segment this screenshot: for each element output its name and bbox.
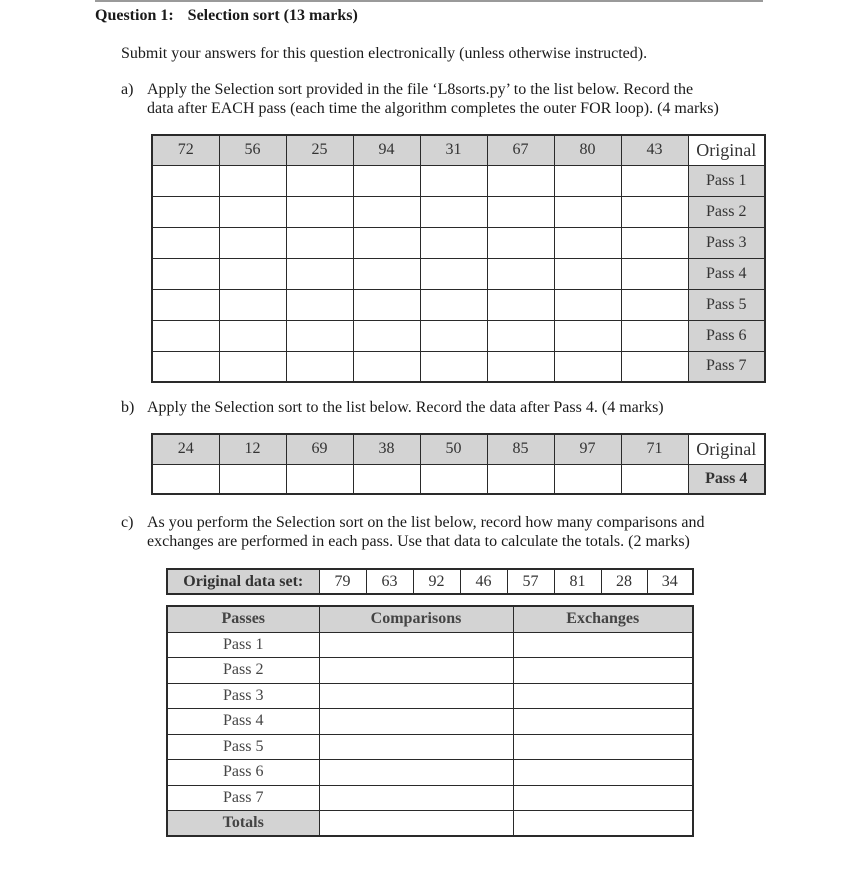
answer-cell[interactable] — [420, 464, 487, 494]
dataset-value: 79 — [319, 569, 366, 594]
answer-cell[interactable] — [554, 289, 621, 320]
part-a-table — [151, 134, 766, 383]
exchanges-cell[interactable] — [513, 632, 693, 657]
exchanges-cell[interactable] — [513, 708, 693, 734]
pass-row — [167, 632, 693, 657]
answer-cell[interactable] — [353, 351, 420, 382]
part-b-row-label: Pass 4 — [688, 464, 765, 494]
part-b-value-cell: 38 — [353, 434, 420, 464]
part-a-row-label: Pass 6 — [688, 320, 765, 351]
answer-cell[interactable] — [286, 165, 353, 196]
pass-row — [167, 785, 693, 810]
comparisons-cell[interactable] — [319, 734, 513, 759]
answer-cell[interactable] — [353, 289, 420, 320]
pass-row — [167, 734, 693, 759]
pass-label: Pass 5 — [167, 734, 319, 759]
answer-cell[interactable] — [152, 165, 219, 196]
part-b-value-cell: 97 — [554, 434, 621, 464]
answer-cell[interactable] — [554, 196, 621, 227]
answer-cell[interactable] — [353, 464, 420, 494]
answer-cell[interactable] — [152, 351, 219, 382]
pass-row — [167, 683, 693, 708]
part-b-table — [151, 433, 766, 495]
answer-cell[interactable] — [621, 165, 688, 196]
exchanges-cell[interactable] — [513, 657, 693, 683]
answer-cell[interactable] — [219, 320, 286, 351]
part-a-value-cell: 80 — [554, 135, 621, 165]
pass-label: Pass 7 — [167, 785, 319, 810]
answer-cell[interactable] — [420, 165, 487, 196]
comparisons-cell[interactable] — [319, 683, 513, 708]
part-a-row-pass-7 — [152, 351, 765, 382]
intro-text: Submit your answers for this question electronically (unless otherwise instructed). — [121, 45, 648, 62]
dataset-value: 28 — [601, 569, 647, 594]
part-b-row-label: Original — [688, 434, 765, 464]
dataset-value: 63 — [366, 569, 413, 594]
question-title: Selection sort (13 marks) — [187, 7, 358, 24]
part-a-row-pass-4 — [152, 258, 765, 289]
answer-cell[interactable] — [286, 227, 353, 258]
part-c-line-1: As you perform the Selection sort on the list below, record how many comparisons and — [147, 514, 705, 531]
part-a-value-cell: 56 — [219, 135, 286, 165]
part-a-value-cell: 72 — [152, 135, 219, 165]
dataset-value: 46 — [460, 569, 507, 594]
answer-cell[interactable] — [219, 464, 286, 494]
answer-cell[interactable] — [487, 196, 554, 227]
answer-cell[interactable] — [353, 320, 420, 351]
part-b-value-cell: 24 — [152, 434, 219, 464]
exchanges-cell[interactable] — [513, 683, 693, 708]
answer-cell[interactable] — [152, 464, 219, 494]
comparisons-exchanges-table — [166, 605, 694, 837]
exchanges-total-cell[interactable] — [513, 810, 693, 836]
part-a-row-pass-5 — [152, 289, 765, 320]
part-a-row-pass-3 — [152, 227, 765, 258]
answer-cell[interactable] — [621, 258, 688, 289]
part-a-row-label: Pass 7 — [688, 351, 765, 382]
part-a-row-label: Original — [688, 135, 765, 165]
dataset-value: 57 — [507, 569, 554, 594]
answer-cell[interactable] — [219, 289, 286, 320]
comparisons-total-cell[interactable] — [319, 810, 513, 836]
part-a-value-cell: 94 — [353, 135, 420, 165]
header-row — [167, 606, 693, 632]
exchanges-cell[interactable] — [513, 785, 693, 810]
comparisons-cell[interactable] — [319, 708, 513, 734]
answer-cell[interactable] — [487, 165, 554, 196]
answer-cell[interactable] — [219, 227, 286, 258]
answer-cell[interactable] — [487, 258, 554, 289]
part-a-row-pass-6 — [152, 320, 765, 351]
answer-cell[interactable] — [152, 320, 219, 351]
part-a-row-label: Pass 3 — [688, 227, 765, 258]
part-c-marker: c) — [121, 514, 134, 531]
answer-cell[interactable] — [286, 351, 353, 382]
answer-cell[interactable] — [487, 351, 554, 382]
pass-label: Pass 2 — [167, 657, 319, 683]
part-c-line-2: exchanges are performed in each pass. Use that data to calculate the totals. (2 marks) — [147, 533, 690, 550]
answer-cell[interactable] — [152, 196, 219, 227]
answer-cell[interactable] — [219, 258, 286, 289]
answer-cell[interactable] — [554, 320, 621, 351]
totals-label: Totals — [167, 810, 319, 836]
comparisons-cell[interactable] — [319, 632, 513, 657]
exchanges-cell[interactable] — [513, 759, 693, 785]
part-a-value-cell: 43 — [621, 135, 688, 165]
answer-cell[interactable] — [487, 320, 554, 351]
pass-label: Pass 3 — [167, 683, 319, 708]
part-b-line-1: Apply the Selection sort to the list below. Record the data after Pass 4. (4 marks) — [147, 399, 664, 416]
pass-row — [167, 759, 693, 785]
part-b-value-cell: 50 — [420, 434, 487, 464]
question-heading — [95, 7, 358, 25]
part-a-row-label: Pass 4 — [688, 258, 765, 289]
exchanges-header: Exchanges — [513, 606, 693, 632]
part-a-row-pass-2 — [152, 196, 765, 227]
part-a-line-1: Apply the Selection sort provided in the file ‘L8sorts.py’ to the list below. Record the — [147, 81, 694, 98]
answer-cell[interactable] — [554, 227, 621, 258]
answer-cell[interactable] — [621, 464, 688, 494]
answer-cell[interactable] — [353, 227, 420, 258]
answer-cell[interactable] — [554, 165, 621, 196]
answer-cell[interactable] — [286, 196, 353, 227]
part-a-row-label: Pass 5 — [688, 289, 765, 320]
answer-cell[interactable] — [554, 258, 621, 289]
part-a-line-2: data after EACH pass (each time the algorithm completes the outer FOR loop). (4 marks) — [147, 100, 719, 117]
comparisons-header: Comparisons — [319, 606, 513, 632]
answer-cell[interactable] — [420, 289, 487, 320]
answer-cell[interactable] — [420, 320, 487, 351]
original-data-set-label: Original data set: — [167, 569, 319, 594]
dataset-value: 34 — [647, 569, 693, 594]
answer-cell[interactable] — [152, 289, 219, 320]
answer-cell[interactable] — [286, 320, 353, 351]
answer-cell[interactable] — [286, 258, 353, 289]
part-a-value-cell: 25 — [286, 135, 353, 165]
part-a-row-pass-1 — [152, 165, 765, 196]
comparisons-cell[interactable] — [319, 759, 513, 785]
part-b-value-cell: 85 — [487, 434, 554, 464]
answer-cell[interactable] — [219, 165, 286, 196]
answer-cell[interactable] — [152, 258, 219, 289]
comparisons-cell[interactable] — [319, 657, 513, 683]
answer-cell[interactable] — [487, 289, 554, 320]
answer-cell[interactable] — [286, 464, 353, 494]
part-a-row-label: Pass 1 — [688, 165, 765, 196]
answer-cell[interactable] — [621, 289, 688, 320]
pass-row — [167, 657, 693, 683]
answer-cell[interactable] — [353, 165, 420, 196]
answer-cell[interactable] — [621, 227, 688, 258]
answer-cell[interactable] — [420, 227, 487, 258]
answer-cell[interactable] — [286, 289, 353, 320]
passes-header: Passes — [167, 606, 319, 632]
part-b-marker: b) — [121, 399, 135, 416]
top-rule — [95, 0, 763, 2]
answer-cell[interactable] — [152, 227, 219, 258]
question-number: Question 1: — [95, 7, 174, 24]
part-b-value-cell: 71 — [621, 434, 688, 464]
totals-row — [167, 810, 693, 836]
answer-cell[interactable] — [554, 464, 621, 494]
pass-label: Pass 4 — [167, 708, 319, 734]
answer-cell[interactable] — [621, 351, 688, 382]
original-data-set-table — [166, 568, 694, 595]
answer-cell[interactable] — [353, 196, 420, 227]
pass-row — [167, 708, 693, 734]
part-a-marker: a) — [121, 81, 134, 98]
answer-cell[interactable] — [353, 258, 420, 289]
answer-cell[interactable] — [621, 196, 688, 227]
dataset-value: 81 — [554, 569, 601, 594]
comparisons-cell[interactable] — [319, 785, 513, 810]
answer-cell[interactable] — [487, 227, 554, 258]
part-a-value-cell: 31 — [420, 135, 487, 165]
part-b-value-cell: 12 — [219, 434, 286, 464]
answer-cell[interactable] — [420, 351, 487, 382]
part-a-value-cell: 67 — [487, 135, 554, 165]
answer-cell[interactable] — [219, 196, 286, 227]
pass-label: Pass 6 — [167, 759, 319, 785]
answer-cell[interactable] — [487, 464, 554, 494]
answer-cell[interactable] — [420, 258, 487, 289]
pass-label: Pass 1 — [167, 632, 319, 657]
part-a-row-label: Pass 2 — [688, 196, 765, 227]
dataset-value: 92 — [413, 569, 460, 594]
exchanges-cell[interactable] — [513, 734, 693, 759]
answer-cell[interactable] — [420, 196, 487, 227]
part-b-value-cell: 69 — [286, 434, 353, 464]
answer-cell[interactable] — [554, 351, 621, 382]
answer-cell[interactable] — [219, 351, 286, 382]
part-a-row-original — [152, 135, 765, 165]
answer-cell[interactable] — [621, 320, 688, 351]
part-b-row-original — [152, 434, 765, 464]
part-b-row-pass-4 — [152, 464, 765, 494]
